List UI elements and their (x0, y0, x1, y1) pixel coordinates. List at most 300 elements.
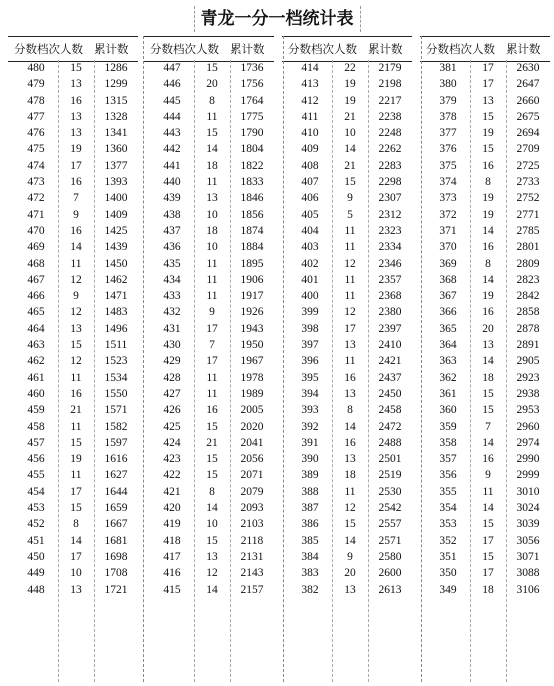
count-cell: 13 (344, 339, 356, 352)
table-row (144, 272, 274, 288)
score-cell: 378 (439, 110, 457, 123)
table-row (282, 60, 412, 76)
header-cell: 人数 (196, 42, 219, 56)
cumulative-cell: 1299 (104, 78, 128, 91)
cumulative-cell: 2878 (516, 322, 540, 335)
count-cell: 14 (70, 241, 82, 254)
count-cell: 13 (344, 583, 356, 596)
table-row (144, 158, 274, 174)
cumulative-cell: 2488 (378, 436, 402, 449)
table-row (8, 549, 138, 565)
count-cell: 11 (70, 420, 82, 433)
score-cell: 448 (27, 583, 45, 596)
cumulative-cell: 1989 (240, 387, 264, 400)
table-row (420, 256, 550, 272)
count-cell: 9 (347, 192, 353, 205)
count-cell: 8 (209, 485, 215, 498)
count-cell: 18 (206, 224, 218, 237)
table-row (282, 451, 412, 467)
cumulative-cell: 1286 (104, 62, 128, 74)
cumulative-cell: 1906 (240, 273, 264, 286)
count-cell: 15 (482, 143, 494, 156)
table-row (8, 158, 138, 174)
count-cell: 14 (482, 355, 494, 368)
count-cell: 17 (70, 159, 82, 172)
score-cell: 436 (163, 241, 181, 254)
cumulative-cell: 1978 (240, 371, 264, 384)
cumulative-cell: 2298 (378, 176, 402, 189)
cumulative-cell: 1571 (104, 404, 128, 417)
table-row (8, 141, 138, 157)
score-cell: 359 (439, 420, 457, 433)
cumulative-cell: 2905 (516, 355, 540, 368)
count-cell: 14 (344, 534, 356, 547)
count-cell: 15 (206, 453, 218, 466)
cumulative-cell: 2312 (378, 208, 402, 221)
score-cell: 382 (301, 583, 319, 596)
cumulative-cell: 2891 (516, 339, 540, 352)
table-row (8, 451, 138, 467)
cumulative-cell: 2725 (516, 159, 540, 172)
count-cell: 5 (347, 208, 353, 221)
table-row (420, 60, 550, 76)
table-row (144, 435, 274, 451)
table-row (282, 565, 412, 581)
cumulative-cell: 2571 (378, 534, 402, 547)
score-cell: 388 (301, 485, 319, 498)
table-row (144, 125, 274, 141)
count-cell: 14 (206, 502, 218, 515)
cumulative-cell: 2283 (378, 159, 402, 172)
score-cell: 402 (301, 257, 319, 270)
cumulative-cell: 2397 (378, 322, 402, 335)
score-cell: 416 (163, 567, 181, 580)
count-cell: 14 (482, 436, 494, 449)
cumulative-cell: 2421 (378, 355, 402, 368)
cumulative-cell: 1846 (240, 192, 264, 205)
table-row (8, 500, 138, 516)
table-row (282, 435, 412, 451)
score-cell: 385 (301, 534, 319, 547)
score-cell: 406 (301, 192, 319, 205)
score-cell: 405 (301, 208, 319, 221)
cumulative-cell: 1895 (240, 257, 264, 270)
cumulative-cell: 2960 (516, 420, 540, 433)
table-row (8, 533, 138, 549)
count-cell: 11 (344, 290, 356, 303)
count-cell: 13 (70, 110, 82, 123)
table-row (8, 565, 138, 581)
count-cell: 20 (482, 322, 494, 335)
count-cell: 11 (206, 176, 218, 189)
score-cell: 364 (439, 339, 457, 352)
score-cell: 383 (301, 567, 319, 580)
score-cell: 367 (439, 290, 457, 303)
cumulative-cell: 1917 (240, 290, 264, 303)
score-cell: 431 (163, 322, 181, 335)
cumulative-cell: 3024 (516, 502, 540, 515)
score-cell: 380 (439, 78, 457, 91)
cumulative-cell: 2938 (516, 387, 540, 400)
table-row (8, 256, 138, 272)
table-row (420, 158, 550, 174)
table-row (8, 223, 138, 239)
block-separator (283, 36, 284, 682)
cumulative-cell: 2238 (378, 110, 402, 123)
score-cell: 351 (439, 550, 457, 563)
count-cell: 13 (344, 453, 356, 466)
count-cell: 20 (206, 78, 218, 91)
count-cell: 16 (70, 224, 82, 237)
cumulative-cell: 2953 (516, 404, 540, 417)
table-row (420, 451, 550, 467)
cumulative-cell: 2071 (240, 469, 264, 482)
score-cell: 368 (439, 273, 457, 286)
cumulative-cell: 1582 (104, 420, 128, 433)
cumulative-cell: 1597 (104, 436, 128, 449)
score-cell: 369 (439, 257, 457, 270)
score-cell: 352 (439, 534, 457, 547)
count-cell: 19 (482, 127, 494, 140)
count-cell: 13 (70, 78, 82, 91)
cumulative-cell: 2093 (240, 502, 264, 515)
cumulative-cell: 2041 (240, 436, 264, 449)
score-cell: 423 (163, 453, 181, 466)
score-cell: 463 (27, 339, 45, 352)
table-row (420, 190, 550, 206)
cumulative-cell: 1341 (104, 127, 128, 140)
count-cell: 14 (482, 273, 494, 286)
table-row (8, 239, 138, 255)
count-cell: 14 (206, 583, 218, 596)
score-cell: 440 (163, 176, 181, 189)
table-row (144, 93, 274, 109)
count-cell: 16 (206, 404, 218, 417)
count-cell: 8 (209, 94, 215, 107)
score-cell: 442 (163, 143, 181, 156)
score-cell: 460 (27, 387, 45, 400)
score-cell: 417 (163, 550, 181, 563)
cumulative-cell: 2580 (378, 550, 402, 563)
cumulative-cell: 2368 (378, 290, 402, 303)
header-cell: 人数 (60, 42, 83, 56)
count-cell: 8 (485, 257, 491, 270)
count-cell: 14 (344, 420, 356, 433)
count-cell: 10 (206, 241, 218, 254)
cumulative-cell: 1439 (104, 241, 128, 254)
score-cell: 356 (439, 469, 457, 482)
count-cell: 15 (482, 518, 494, 531)
count-cell: 11 (344, 273, 356, 286)
count-cell: 15 (206, 420, 218, 433)
table-row (8, 386, 138, 402)
count-cell: 19 (344, 78, 356, 91)
count-cell: 15 (344, 176, 356, 189)
table-row (8, 174, 138, 190)
score-cell: 386 (301, 518, 319, 531)
score-cell: 363 (439, 355, 457, 368)
score-cell: 479 (27, 78, 45, 91)
count-cell: 15 (70, 339, 82, 352)
table-row (420, 353, 550, 369)
score-cell: 392 (301, 420, 319, 433)
count-cell: 11 (70, 257, 82, 270)
cumulative-cell: 2647 (516, 78, 540, 91)
score-cell: 454 (27, 485, 45, 498)
count-cell: 16 (344, 371, 356, 384)
cumulative-cell: 2450 (378, 387, 402, 400)
table-row (8, 321, 138, 337)
count-cell: 7 (485, 420, 491, 433)
table-row (420, 272, 550, 288)
count-cell: 13 (482, 94, 494, 107)
cumulative-cell: 1483 (104, 306, 128, 319)
table-row (420, 239, 550, 255)
cumulative-cell: 2630 (516, 62, 540, 74)
score-cell: 404 (301, 224, 319, 237)
cumulative-cell: 1511 (104, 339, 128, 352)
table-row (420, 223, 550, 239)
count-cell: 11 (206, 110, 218, 123)
cumulative-cell: 2262 (378, 143, 402, 156)
cumulative-cell: 2785 (516, 224, 540, 237)
cumulative-cell: 1804 (240, 143, 264, 156)
cumulative-cell: 1315 (104, 94, 128, 107)
count-cell: 11 (206, 290, 218, 303)
count-cell: 10 (70, 567, 82, 580)
cumulative-cell: 2357 (378, 273, 402, 286)
score-cell: 413 (301, 78, 319, 91)
cumulative-cell: 1708 (104, 567, 128, 580)
count-cell: 17 (482, 534, 494, 547)
score-cell: 414 (301, 62, 319, 74)
table-block-2 (144, 36, 274, 682)
score-cell: 447 (163, 62, 181, 74)
cumulative-cell: 1627 (104, 469, 128, 482)
cumulative-cell: 1523 (104, 355, 128, 368)
cumulative-cell: 2675 (516, 110, 540, 123)
count-cell: 11 (482, 485, 494, 498)
table-row (144, 223, 274, 239)
count-cell: 13 (206, 192, 218, 205)
count-cell: 15 (482, 404, 494, 417)
score-cell: 465 (27, 306, 45, 319)
count-cell: 8 (347, 404, 353, 417)
cumulative-cell: 2307 (378, 192, 402, 205)
header-cell: 分数档次 (150, 42, 196, 56)
cumulative-cell: 2990 (516, 453, 540, 466)
cumulative-cell: 2458 (378, 404, 402, 417)
count-cell: 11 (206, 371, 218, 384)
cumulative-cell: 1874 (240, 224, 264, 237)
count-cell: 11 (344, 355, 356, 368)
score-cell: 419 (163, 518, 181, 531)
count-cell: 21 (206, 436, 218, 449)
score-cell: 357 (439, 453, 457, 466)
score-cell: 373 (439, 192, 457, 205)
score-cell: 474 (27, 159, 45, 172)
score-cell: 477 (27, 110, 45, 123)
cumulative-cell: 2005 (240, 404, 264, 417)
table-block-3 (282, 36, 412, 682)
table-row (282, 370, 412, 386)
table-row (420, 516, 550, 532)
score-cell: 469 (27, 241, 45, 254)
table-header (282, 36, 412, 62)
table-row (420, 370, 550, 386)
cumulative-cell: 1471 (104, 290, 128, 303)
cumulative-cell: 1667 (104, 518, 128, 531)
cumulative-cell: 1534 (104, 371, 128, 384)
score-cell: 434 (163, 273, 181, 286)
header-cell: 累计数 (506, 42, 541, 56)
count-cell: 7 (209, 339, 215, 352)
score-cell: 470 (27, 224, 45, 237)
count-cell: 12 (70, 306, 82, 319)
count-cell: 17 (70, 485, 82, 498)
table-row (8, 76, 138, 92)
table-row (282, 516, 412, 532)
score-cell: 432 (163, 306, 181, 319)
score-cell: 446 (163, 78, 181, 91)
cumulative-cell: 2858 (516, 306, 540, 319)
table-row (144, 60, 274, 76)
table-row (282, 207, 412, 223)
table-row (144, 516, 274, 532)
table-row (420, 93, 550, 109)
count-cell: 16 (482, 306, 494, 319)
cumulative-cell: 2519 (378, 469, 402, 482)
table-row (8, 582, 138, 598)
score-cell: 355 (439, 485, 457, 498)
score-cell: 422 (163, 469, 181, 482)
table-row (8, 516, 138, 532)
table-row (282, 190, 412, 206)
score-cell: 361 (439, 387, 457, 400)
table-row (420, 500, 550, 516)
count-cell: 16 (70, 176, 82, 189)
count-cell: 18 (206, 159, 218, 172)
count-cell: 12 (206, 567, 218, 580)
table-row (282, 239, 412, 255)
score-cell: 400 (301, 290, 319, 303)
cumulative-cell: 2131 (240, 550, 264, 563)
table-row (420, 109, 550, 125)
score-cell: 428 (163, 371, 181, 384)
count-cell: 10 (206, 518, 218, 531)
table-row (144, 386, 274, 402)
table-row (282, 533, 412, 549)
count-cell: 17 (206, 355, 218, 368)
cumulative-cell: 1400 (104, 192, 128, 205)
score-cell: 420 (163, 502, 181, 515)
count-cell: 15 (206, 62, 218, 74)
cumulative-cell: 1967 (240, 355, 264, 368)
cumulative-cell: 2334 (378, 241, 402, 254)
count-cell: 15 (206, 127, 218, 140)
table-row (144, 141, 274, 157)
count-cell: 21 (344, 159, 356, 172)
cumulative-cell: 1377 (104, 159, 128, 172)
score-cell: 450 (27, 550, 45, 563)
score-cell: 445 (163, 94, 181, 107)
table-row (282, 109, 412, 125)
score-cell: 365 (439, 322, 457, 335)
cumulative-cell: 2157 (240, 583, 264, 596)
score-cell: 452 (27, 518, 45, 531)
score-cell: 418 (163, 534, 181, 547)
score-cell: 390 (301, 453, 319, 466)
header-cell: 人数 (472, 42, 495, 56)
score-cell: 372 (439, 208, 457, 221)
table-row (282, 402, 412, 418)
count-cell: 11 (344, 485, 356, 498)
score-cell: 353 (439, 518, 457, 531)
count-cell: 9 (347, 550, 353, 563)
score-cell: 408 (301, 159, 319, 172)
score-cell: 349 (439, 583, 457, 596)
cumulative-cell: 1496 (104, 322, 128, 335)
table-row (282, 256, 412, 272)
count-cell: 11 (70, 371, 82, 384)
cumulative-cell: 2557 (378, 518, 402, 531)
cumulative-cell: 2823 (516, 273, 540, 286)
count-cell: 9 (209, 306, 215, 319)
score-cell: 407 (301, 176, 319, 189)
table-row (144, 190, 274, 206)
score-cell: 394 (301, 387, 319, 400)
table-row (420, 207, 550, 223)
table-row (144, 451, 274, 467)
cumulative-cell: 2613 (378, 583, 402, 596)
header-cell: 累计数 (94, 42, 129, 56)
cumulative-cell: 2660 (516, 94, 540, 107)
count-cell: 9 (73, 290, 79, 303)
count-cell: 17 (482, 62, 494, 74)
count-cell: 21 (70, 404, 82, 417)
table-row (282, 386, 412, 402)
cumulative-cell: 1644 (104, 485, 128, 498)
table-row (8, 93, 138, 109)
table-header (8, 36, 138, 62)
table-row (420, 321, 550, 337)
count-cell: 16 (70, 94, 82, 107)
count-cell: 10 (206, 208, 218, 221)
table-row (144, 582, 274, 598)
cumulative-cell: 2472 (378, 420, 402, 433)
count-cell: 13 (206, 550, 218, 563)
cumulative-cell: 2020 (240, 420, 264, 433)
score-cell: 375 (439, 159, 457, 172)
score-cell: 384 (301, 550, 319, 563)
table-row (420, 419, 550, 435)
table-row (282, 223, 412, 239)
count-cell: 8 (485, 176, 491, 189)
cumulative-cell: 2323 (378, 224, 402, 237)
score-cell: 439 (163, 192, 181, 205)
count-cell: 18 (344, 469, 356, 482)
table-row (420, 76, 550, 92)
count-cell: 15 (482, 550, 494, 563)
table-row (144, 500, 274, 516)
cumulative-cell: 2923 (516, 371, 540, 384)
count-cell: 13 (70, 322, 82, 335)
count-cell: 16 (482, 453, 494, 466)
table-row (420, 484, 550, 500)
table-row (282, 304, 412, 320)
cumulative-cell: 1462 (104, 273, 128, 286)
count-cell: 16 (482, 159, 494, 172)
